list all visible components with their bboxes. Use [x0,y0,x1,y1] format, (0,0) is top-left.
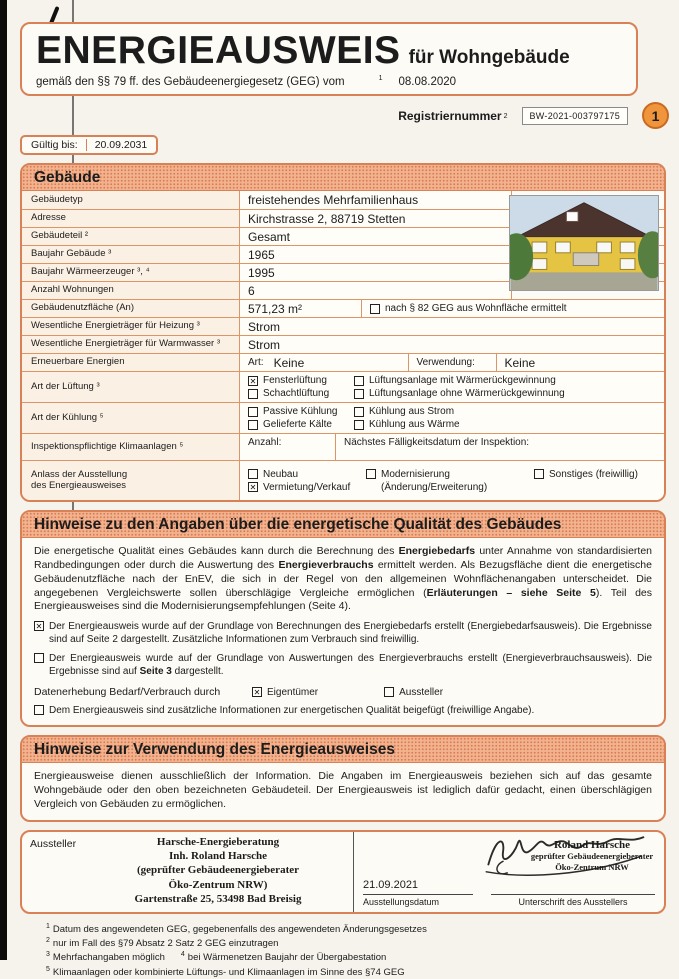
issue-date: 21.09.2021 [363,878,419,891]
label-line: des Energieausweises [31,479,127,491]
option-label: Aussteller [399,686,444,698]
issuer-stamp [523,839,661,872]
option-passive-kuehlung [248,406,354,417]
text-run: unter Annahme von standardisierten Randbedingungen oder durch die Auswertung des [34,545,652,571]
inspection-count-cell: Anzahl: [240,434,336,460]
inspection-due-cell: Nächstes Fälligkeitsdatum der Inspektion: [336,434,664,460]
row-energietraeger-warmwasser [22,335,664,353]
field-value: freistehendes Mehrfamilienhaus [240,191,512,209]
issue-date-column [354,832,482,912]
text-run: Die energetische Qualität eines Gebäudes kann durch die Berechnung des [34,545,399,557]
checkbox-energiebedarfsausweis[interactable]: ✕ [35,622,43,632]
renewables-use-value-cell: Keine [496,354,665,371]
footnote-ref-1: 1 [378,75,383,82]
consumption-certificate-text [49,652,652,678]
checkbox-schachtlueftung[interactable] [248,389,258,399]
signature-label: Unterschrift des Ausstellers [518,896,628,907]
field-value: Kirchstrasse 2, 88719 Stetten [240,210,512,227]
option-modernisierung-sub: (Änderung/Erweiterung) [381,481,488,493]
occasion-options [240,461,664,500]
field-value: Gesamt [240,228,512,245]
field-label: Erneuerbare Energien [22,354,240,371]
usage-section-header: Hinweise zur Verwendung des Energieausweises [22,737,664,763]
option-schachtlueftung [248,388,354,399]
issuer-address-block [94,835,342,906]
footnotes [46,922,666,979]
field-label: Gebäudenutzfläche (An) [22,300,240,317]
field-label [22,461,240,500]
quality-paragraph [34,545,652,614]
issuer-address: Gartenstraße 25, 53498 Bad Breisig [134,893,302,906]
ventilation-options [240,372,664,402]
field-label: Anzahl Wohnungen [22,282,240,299]
row-anlass-der-ausstellung [22,460,664,500]
row-art-der-lueftung [22,371,664,402]
text-run: Der Energieausweis wurde auf der Grundlage von Auswertungen des Energieverbrauchs erstellt (Energieverbrauchsausweis). Die Ergebnisse sind auf [49,653,652,678]
stamp-line: geprüfter Gebäudeenergieberater [530,850,654,861]
field-label: Inspektionspflichtige Klimaanlagen ⁵ [22,434,240,460]
quality-section [20,510,666,727]
stamp-name: Roland Harsche [553,838,631,851]
art-value: Keine [273,355,305,370]
document-title: ENERGIEAUSWEIS [36,29,401,72]
issuer-company: Harsche-Energieberatung [156,835,280,848]
checkbox-energieverbrauchsausweis[interactable] [34,653,44,663]
option-label: Gelieferte Kälte [263,419,332,430]
footnote-ref-2: 2 [503,112,508,120]
text-run: ermittelt werden. Als Bezugsfläche dient die energetische Gebäudenutzfläche nach der EnEV, die sich in der Regel von den allgemeinen Wohnflächenangaben unterscheidet. Die angegebenen Vergleichswerte sollen überschlägige Vergleiche ermöglichen ( [34,558,652,599]
checkbox-aussteller[interactable] [384,687,394,697]
valid-until-box [20,135,158,155]
valid-until-value: 20.09.2031 [94,139,148,151]
footnote-2 [46,936,666,950]
option-lueftung-ohne-wrg [354,388,565,399]
issuer-section [20,830,666,914]
field-label: Adresse [22,210,240,227]
use-label: Verwendung: [416,357,475,368]
checkbox-gelieferte-kaelte[interactable] [248,420,258,430]
footnote-marker: 5 [46,965,50,973]
consumption-certificate-item [34,652,652,678]
footnote-text: Mehrfachangaben möglich [52,952,165,964]
option-label: Sonstiges (freiwillig) [549,468,638,480]
issuer-owner: Inh. Roland Harsche [168,850,268,863]
quality-section-header: Hinweise zu den Angaben über die energetische Qualität des Gebäudes [22,512,664,538]
footnote-marker: 2 [46,937,50,945]
option-label: Lüftungsanlage mit Wärmerückgewinnung [369,375,556,386]
row-gebaeudenutzflaeche [22,299,664,317]
checkbox-neubau[interactable] [248,469,258,479]
demand-certificate-item [34,620,652,646]
checkbox-lueftung-ohne-wrg[interactable] [354,389,364,399]
scan-artifact-edge [0,0,7,960]
option-neubau [248,469,366,480]
checkbox-kuehlung-strom[interactable] [354,407,364,417]
stamp-line: Öko-Zentrum NRW [555,861,629,872]
extra-info-item [34,704,652,717]
issue-date-label: Ausstellungsdatum [363,896,440,907]
option-vermietung-verkauf [248,482,366,493]
text-run-bold: Energiebedarfs [398,545,476,557]
option-gelieferte-kaelte [248,419,354,430]
issuer-right-panel [354,832,664,912]
footnote-text: Klimaanlagen oder kombinierte Lüftungs- und Klimaanlagen im Sinne des §74 GEG [52,966,405,978]
field-value: 571,23 m² [240,300,362,317]
title-block [20,22,638,96]
option-label: Kühlung aus Strom [369,406,455,417]
checkbox-modernisierung[interactable] [366,469,376,479]
text-run: dargestellt. [171,666,224,678]
registry-number-value: BW-2021-003797175 [522,107,629,125]
field-value: 6 [240,282,512,299]
option-kuehlung-waerme [354,419,460,430]
text-run-bold: Seite 3 [139,666,172,678]
label-line: Anlass der Ausstellung [31,468,128,480]
valid-until-label: Gültig bis: [31,139,78,151]
field-label: Baujahr Gebäude ³ [22,246,240,263]
issuer-cert-line: (geprüfter Gebäudeenergieberater [137,864,299,877]
issuer-left-panel [22,832,354,912]
scanned-page [20,0,666,979]
field-label: Gebäudeteil ² [22,228,240,245]
cooling-options [240,403,664,433]
data-collection-label: Datenerhebung Bedarf/Verbrauch durch [34,686,221,699]
option-modernisierung [366,469,534,480]
renewables-art-cell [240,354,408,371]
law-reference-line [36,75,622,88]
registry-number-label: Registriernummer [398,109,502,123]
issuer-cert-line: Öko-Zentrum NRW) [168,878,268,891]
row-art-der-kuehlung [22,402,664,433]
document-subtitle: für Wohngebäude [408,47,570,68]
option-label: Vermietung/Verkauf [263,481,351,493]
option-label: Kühlung aus Wärme [369,419,460,430]
option-sonstiges [534,469,638,480]
option-label: Fensterlüftung [263,375,327,386]
field-value: 1995 [240,264,512,281]
field-label: Art der Lüftung ³ [22,372,240,402]
building-section-header: Gebäude [22,165,664,191]
option-aussteller [384,687,443,698]
footnote-text: Datum des angewendeten GEG, gegebenenfalls des angewendeten Änderungsgesetzes [52,924,427,936]
option-label: Passive Kühlung [263,406,338,417]
extra-info-text: Dem Energieausweis sind zusätzliche Informationen zur energetischen Qualität beigefügt (freiwillige Angabe). [49,705,535,717]
field-label: Gebäudetyp [22,191,240,209]
option-label: Modernisierung [381,468,450,480]
footnote-marker: 1 [46,922,50,930]
option-fensterlueftung [248,375,354,386]
checkbox-eigentuemer[interactable]: ✕ [253,688,261,698]
option-lueftung-mit-wrg [354,375,565,386]
option-label: Neubau [263,468,299,480]
option-label: Lüftungsanlage ohne Wärmerückgewinnung [369,388,565,399]
footnote-marker: 3 [46,951,50,959]
option-label: Schachtlüftung [263,388,330,399]
checkbox-passive-kuehlung[interactable] [248,407,258,417]
law-text: gemäß den §§ 79 ff. des Gebäudeenergiegesetz (GEG) vom [36,75,345,88]
renewables-use-label-cell [408,354,496,371]
usage-section [20,735,666,822]
footnote-3-4 [46,950,666,964]
checkbox-vermietung-verkauf[interactable]: ✕ [249,483,257,492]
footnote-text: bei Wärmenetzen Baujahr der Übergabestation [187,952,387,964]
field-value: Strom [240,318,664,335]
checkbox-wohnflaeche-ermittelt[interactable] [370,304,380,314]
law-date: 08.08.2020 [398,75,457,88]
data-collection-row [34,686,652,698]
art-label: Art: [248,357,264,368]
building-section [20,163,666,502]
checkbox-label: nach § 82 GEG aus Wohnfläche ermittelt [385,303,567,314]
field-label: Baujahr Wärmeerzeuger ³, ⁴ [22,264,240,281]
option-label: Eigentümer [267,686,319,698]
option-kuehlung-strom [354,406,460,417]
text-run-bold: Erläuterungen – siehe Seite 5 [426,586,596,599]
footnote-text: nur im Fall des §79 Absatz 2 Satz 2 GEG einzutragen [52,938,279,950]
text-run: ). Teil des Energieausweises sind die Modernisierungsempfehlungen (Seite 4). [34,586,652,613]
footnote-5 [46,965,666,979]
checkbox-sonstiges[interactable] [534,469,544,479]
row-energietraeger-heizung [22,317,664,335]
text-run-bold: Energieverbrauchs [278,558,374,571]
field-value: 1965 [240,246,512,263]
field-label: Wesentliche Energieträger für Heizung ³ [22,318,240,335]
footnote-1 [46,922,666,936]
demand-certificate-text: Der Energieausweis wurde auf der Grundlage von Berechnungen des Energiebedarfs erstellt (Energiebedarfsausweis). Die Ergebnisse sind auf Seite 2 dargestellt. Zusätzliche Informationen zum Verbrauch sind freiwillig. [49,621,652,646]
usage-text: Energieausweise dienen ausschließlich der Information. Die Angaben im Energieausweis beziehen sich auf das gesamte Wohngebäude oder den oben bezeichneten Gebäudeteil. Der Energieausweis ist lediglich dafür gedacht, einen überschlägigen Vergleich von Gebäuden zu ermöglichen. [34,770,652,811]
field-label: Art der Kühlung ⁵ [22,403,240,433]
row-klimaanlagen [22,433,664,460]
field-label: Wesentliche Energieträger für Warmwasser ³ [22,336,240,353]
footnote-marker: 4 [180,951,185,959]
divider [86,139,87,151]
field-value: Strom [240,336,664,353]
checkbox-fensterlueftung[interactable]: ✕ [249,376,257,386]
checkbox-zusaetzliche-informationen[interactable] [34,705,44,715]
checkbox-lueftung-mit-wrg[interactable] [354,376,364,386]
row-erneuerbare-energien [22,353,664,371]
registry-row [20,104,666,128]
signature-column [482,832,664,912]
checkbox-kuehlung-waerme[interactable] [354,420,364,430]
area-checkbox-cell [362,300,664,317]
page-number-badge: 1 [642,102,669,129]
building-photo [509,195,659,291]
option-eigentuemer [252,687,318,698]
issuer-label: Aussteller [30,837,77,850]
